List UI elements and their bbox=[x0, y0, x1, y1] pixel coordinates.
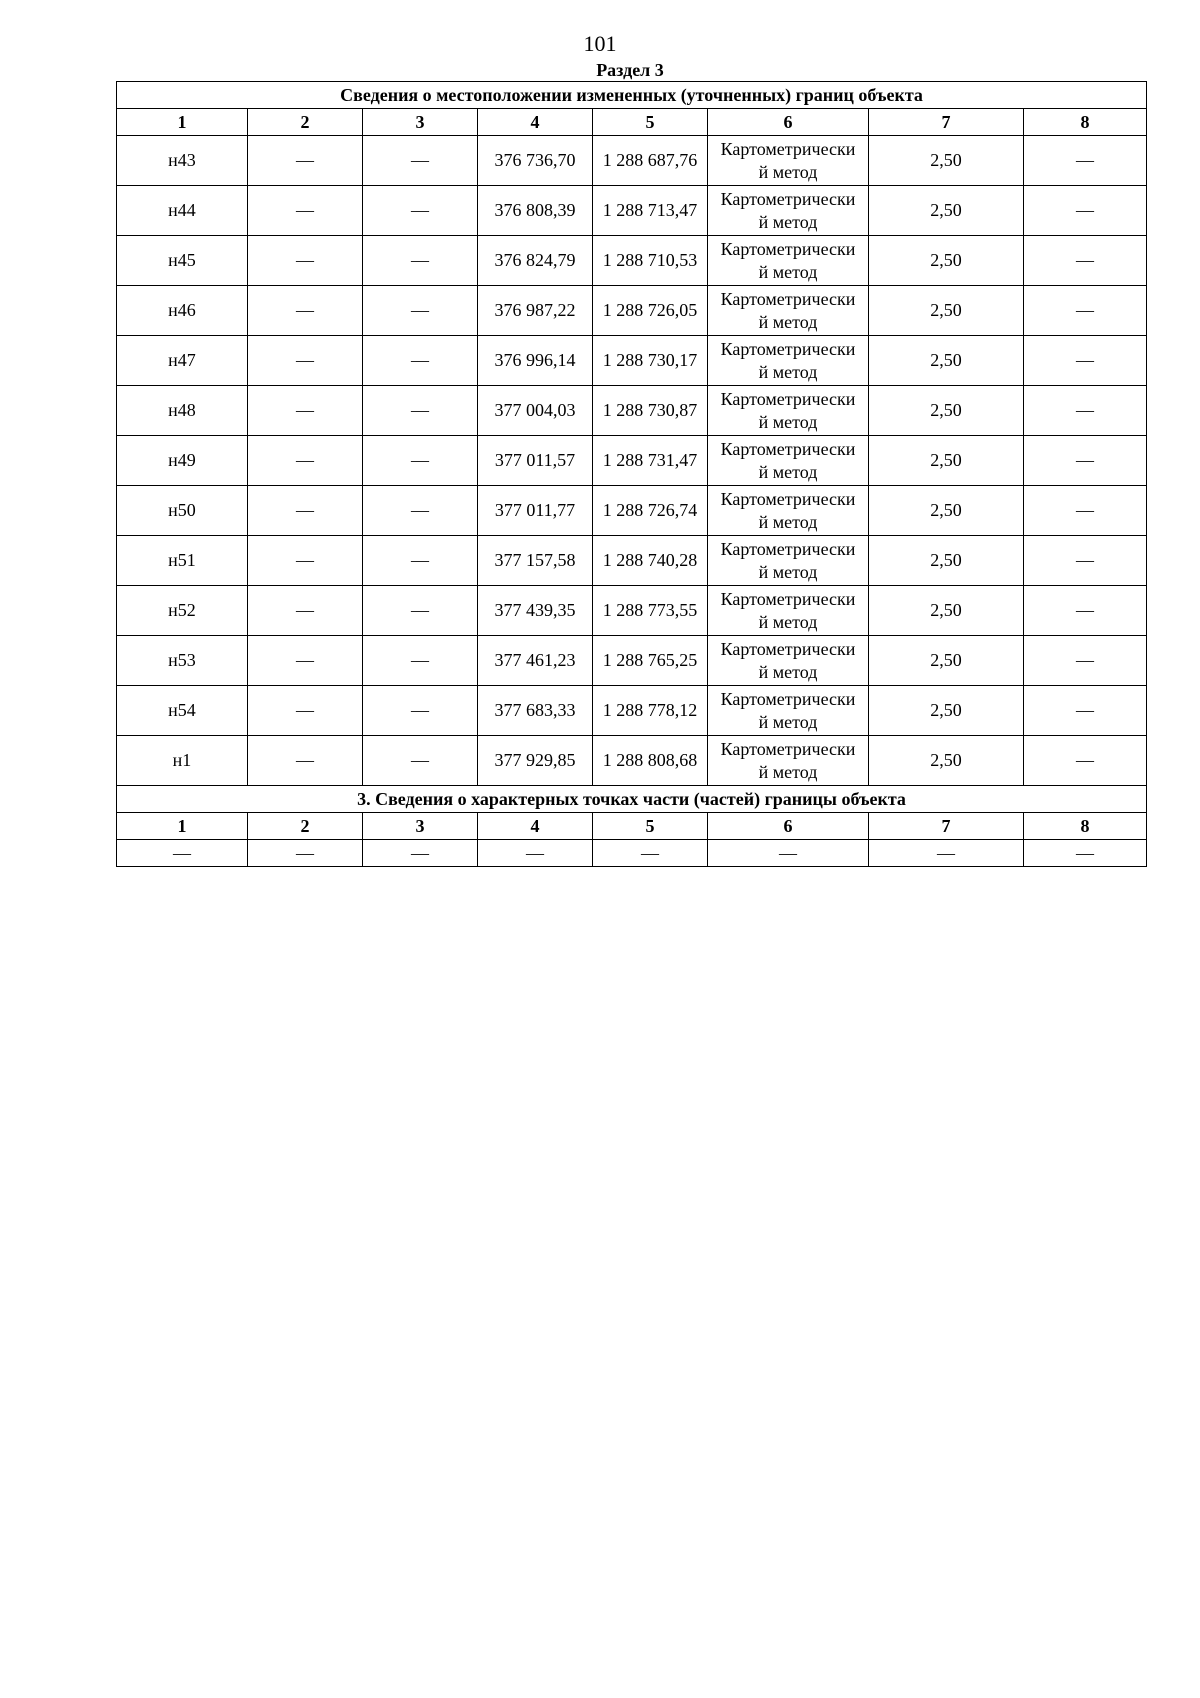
accuracy-cell: 2,50 bbox=[869, 636, 1024, 686]
accuracy-cell: 2,50 bbox=[869, 136, 1024, 186]
method-line-1: Картометрически bbox=[720, 588, 856, 609]
point-name-cell: н45 bbox=[117, 236, 248, 286]
empty-cell: — bbox=[248, 636, 363, 686]
table-row bbox=[117, 636, 1147, 686]
table-row bbox=[117, 136, 1147, 186]
column-header: 8 bbox=[1024, 109, 1147, 136]
accuracy-cell: 2,50 bbox=[869, 536, 1024, 586]
column-header: 1 bbox=[117, 109, 248, 136]
empty-cell: — bbox=[363, 186, 478, 236]
y-coordinate-cell: 1 288 778,12 bbox=[593, 686, 708, 736]
accuracy-cell: 2,50 bbox=[869, 686, 1024, 736]
x-coordinate-cell: 377 929,85 bbox=[478, 736, 593, 786]
accuracy-cell: 2,50 bbox=[869, 586, 1024, 636]
method-line-1: Картометрически bbox=[720, 638, 856, 659]
method-cell bbox=[708, 436, 869, 486]
method-line-2: й метод bbox=[758, 311, 818, 332]
column-header: 7 bbox=[869, 813, 1024, 840]
method-line-2: й метод bbox=[758, 261, 818, 282]
x-coordinate-cell: 376 987,22 bbox=[478, 286, 593, 336]
accuracy-cell: 2,50 bbox=[869, 236, 1024, 286]
x-coordinate-cell: 376 736,70 bbox=[478, 136, 593, 186]
empty-cell: — bbox=[1024, 286, 1147, 336]
column-header: 7 bbox=[869, 109, 1024, 136]
table-row bbox=[117, 436, 1147, 486]
y-coordinate-cell: 1 288 808,68 bbox=[593, 736, 708, 786]
x-coordinate-cell: 377 011,57 bbox=[478, 436, 593, 486]
y-coordinate-cell: 1 288 710,53 bbox=[593, 236, 708, 286]
method-line-1: Картометрически bbox=[720, 438, 856, 459]
empty-cell: — bbox=[1024, 136, 1147, 186]
point-name-cell: н52 bbox=[117, 586, 248, 636]
point-name-cell: н51 bbox=[117, 536, 248, 586]
method-cell bbox=[708, 636, 869, 686]
y-coordinate-cell: 1 288 687,76 bbox=[593, 136, 708, 186]
empty-cell: — bbox=[363, 436, 478, 486]
x-coordinate-cell: 377 461,23 bbox=[478, 636, 593, 686]
method-line-1: Картометрически bbox=[720, 738, 856, 759]
method-line-1: Картометрически bbox=[720, 388, 856, 409]
table-row bbox=[117, 336, 1147, 386]
column-header: 5 bbox=[593, 109, 708, 136]
empty-cell: — bbox=[708, 840, 869, 867]
point-name-cell: н54 bbox=[117, 686, 248, 736]
point-name-cell: н47 bbox=[117, 336, 248, 386]
table-row bbox=[117, 736, 1147, 786]
table-row bbox=[117, 386, 1147, 436]
x-coordinate-cell: 376 996,14 bbox=[478, 336, 593, 386]
column-header: 2 bbox=[248, 813, 363, 840]
method-cell bbox=[708, 136, 869, 186]
method-cell bbox=[708, 536, 869, 586]
empty-cell: — bbox=[363, 736, 478, 786]
point-name-cell: н46 bbox=[117, 286, 248, 336]
empty-cell: — bbox=[363, 236, 478, 286]
method-line-1: Картометрически bbox=[720, 538, 856, 559]
method-line-1: Картометрически bbox=[720, 238, 856, 259]
empty-cell: — bbox=[363, 636, 478, 686]
parts-table-title: 3. Сведения о характерных точках части (частей) границы объекта bbox=[117, 786, 1147, 813]
empty-cell: — bbox=[478, 840, 593, 867]
table-row bbox=[117, 286, 1147, 336]
parts-header-row bbox=[117, 813, 1147, 840]
column-header: 6 bbox=[708, 813, 869, 840]
empty-cell: — bbox=[363, 686, 478, 736]
method-line-2: й метод bbox=[758, 761, 818, 782]
empty-cell: — bbox=[248, 236, 363, 286]
method-line-2: й метод bbox=[758, 161, 818, 182]
accuracy-cell: 2,50 bbox=[869, 386, 1024, 436]
section-title: Раздел 3 bbox=[596, 60, 664, 80]
x-coordinate-cell: 376 808,39 bbox=[478, 186, 593, 236]
table-row bbox=[117, 536, 1147, 586]
empty-cell: — bbox=[363, 486, 478, 536]
column-header: 1 bbox=[117, 813, 248, 840]
empty-cell: — bbox=[1024, 336, 1147, 386]
empty-cell: — bbox=[1024, 686, 1147, 736]
empty-cell: — bbox=[248, 436, 363, 486]
empty-cell: — bbox=[363, 586, 478, 636]
method-cell bbox=[708, 386, 869, 436]
method-cell bbox=[708, 586, 869, 636]
parts-empty-row bbox=[117, 840, 1147, 867]
method-line-1: Картометрически bbox=[720, 488, 856, 509]
table-row bbox=[117, 236, 1147, 286]
x-coordinate-cell: 377 439,35 bbox=[478, 586, 593, 636]
empty-cell: — bbox=[363, 336, 478, 386]
method-line-2: й метод bbox=[758, 561, 818, 582]
point-name-cell: н48 bbox=[117, 386, 248, 436]
method-line-1: Картометрически bbox=[720, 138, 856, 159]
accuracy-cell: 2,50 bbox=[869, 286, 1024, 336]
empty-cell: — bbox=[1024, 486, 1147, 536]
empty-cell: — bbox=[1024, 586, 1147, 636]
y-coordinate-cell: 1 288 730,17 bbox=[593, 336, 708, 386]
column-header: 3 bbox=[363, 109, 478, 136]
empty-cell: — bbox=[363, 536, 478, 586]
empty-cell: — bbox=[1024, 636, 1147, 686]
empty-cell: — bbox=[869, 840, 1024, 867]
point-name-cell: н1 bbox=[117, 736, 248, 786]
empty-cell: — bbox=[593, 840, 708, 867]
point-name-cell: н53 bbox=[117, 636, 248, 686]
empty-cell: — bbox=[363, 136, 478, 186]
accuracy-cell: 2,50 bbox=[869, 436, 1024, 486]
accuracy-cell: 2,50 bbox=[869, 336, 1024, 386]
empty-cell: — bbox=[363, 386, 478, 436]
accuracy-cell: 2,50 bbox=[869, 486, 1024, 536]
empty-cell: — bbox=[248, 586, 363, 636]
accuracy-cell: 2,50 bbox=[869, 186, 1024, 236]
empty-cell: — bbox=[248, 736, 363, 786]
table-title: Сведения о местоположении измененных (уточненных) границ объекта bbox=[117, 82, 1147, 109]
empty-cell: — bbox=[248, 536, 363, 586]
method-line-1: Картометрически bbox=[720, 288, 856, 309]
empty-cell: — bbox=[363, 286, 478, 336]
accuracy-cell: 2,50 bbox=[869, 736, 1024, 786]
y-coordinate-cell: 1 288 731,47 bbox=[593, 436, 708, 486]
method-line-2: й метод bbox=[758, 361, 818, 382]
x-coordinate-cell: 376 824,79 bbox=[478, 236, 593, 286]
column-header: 6 bbox=[708, 109, 869, 136]
column-header: 2 bbox=[248, 109, 363, 136]
empty-cell: — bbox=[248, 386, 363, 436]
empty-cell: — bbox=[1024, 236, 1147, 286]
table-row bbox=[117, 186, 1147, 236]
method-cell bbox=[708, 686, 869, 736]
empty-cell: — bbox=[248, 336, 363, 386]
column-header: 4 bbox=[478, 109, 593, 136]
method-line-1: Картометрически bbox=[720, 338, 856, 359]
table-title-row bbox=[117, 82, 1147, 109]
method-line-1: Картометрически bbox=[720, 188, 856, 209]
empty-cell: — bbox=[248, 286, 363, 336]
empty-cell: — bbox=[117, 840, 248, 867]
method-line-2: й метод bbox=[758, 611, 818, 632]
method-cell bbox=[708, 186, 869, 236]
column-header: 3 bbox=[363, 813, 478, 840]
method-cell bbox=[708, 286, 869, 336]
empty-cell: — bbox=[1024, 840, 1147, 867]
empty-cell: — bbox=[248, 686, 363, 736]
parts-table-title-row bbox=[117, 786, 1147, 813]
table-row bbox=[117, 586, 1147, 636]
table-row bbox=[117, 486, 1147, 536]
x-coordinate-cell: 377 683,33 bbox=[478, 686, 593, 736]
method-line-1: Картометрически bbox=[720, 688, 856, 709]
method-cell bbox=[708, 736, 869, 786]
column-header: 4 bbox=[478, 813, 593, 840]
x-coordinate-cell: 377 004,03 bbox=[478, 386, 593, 436]
empty-cell: — bbox=[363, 840, 478, 867]
point-name-cell: н49 bbox=[117, 436, 248, 486]
table-row bbox=[117, 686, 1147, 736]
header-row bbox=[117, 109, 1147, 136]
empty-cell: — bbox=[248, 840, 363, 867]
y-coordinate-cell: 1 288 726,05 bbox=[593, 286, 708, 336]
y-coordinate-cell: 1 288 730,87 bbox=[593, 386, 708, 436]
method-cell bbox=[708, 486, 869, 536]
method-line-2: й метод bbox=[758, 711, 818, 732]
empty-cell: — bbox=[1024, 436, 1147, 486]
point-name-cell: н43 bbox=[117, 136, 248, 186]
method-line-2: й метод bbox=[758, 511, 818, 532]
y-coordinate-cell: 1 288 773,55 bbox=[593, 586, 708, 636]
column-header: 5 bbox=[593, 813, 708, 840]
point-name-cell: н50 bbox=[117, 486, 248, 536]
empty-cell: — bbox=[248, 186, 363, 236]
column-header: 8 bbox=[1024, 813, 1147, 840]
empty-cell: — bbox=[1024, 186, 1147, 236]
y-coordinate-cell: 1 288 726,74 bbox=[593, 486, 708, 536]
method-line-2: й метод bbox=[758, 411, 818, 432]
empty-cell: — bbox=[248, 486, 363, 536]
x-coordinate-cell: 377 157,58 bbox=[478, 536, 593, 586]
empty-cell: — bbox=[1024, 736, 1147, 786]
method-line-2: й метод bbox=[758, 461, 818, 482]
method-line-2: й метод bbox=[758, 211, 818, 232]
y-coordinate-cell: 1 288 713,47 bbox=[593, 186, 708, 236]
x-coordinate-cell: 377 011,77 bbox=[478, 486, 593, 536]
point-name-cell: н44 bbox=[117, 186, 248, 236]
y-coordinate-cell: 1 288 740,28 bbox=[593, 536, 708, 586]
boundary-table bbox=[116, 81, 1147, 867]
method-cell bbox=[708, 236, 869, 286]
method-line-2: й метод bbox=[758, 661, 818, 682]
y-coordinate-cell: 1 288 765,25 bbox=[593, 636, 708, 686]
page-number: 101 bbox=[583, 31, 617, 56]
empty-cell: — bbox=[248, 136, 363, 186]
empty-cell: — bbox=[1024, 536, 1147, 586]
empty-cell: — bbox=[1024, 386, 1147, 436]
method-cell bbox=[708, 336, 869, 386]
